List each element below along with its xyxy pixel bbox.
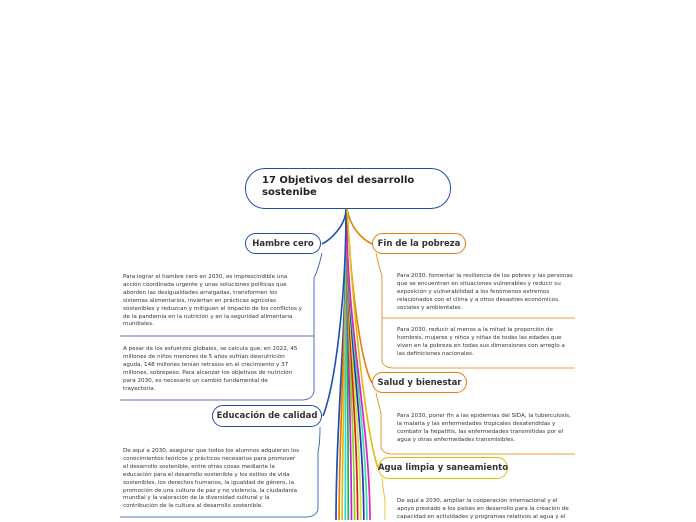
connector-agua-notes xyxy=(382,478,385,520)
note-line: la malaria y las enfermedades tropicales desatendidas y xyxy=(397,420,556,427)
topic-educacion-label: Educación de calidad xyxy=(216,411,318,421)
note-line: sociales y ambientales. xyxy=(397,304,463,311)
note-line: apoyo prestado a los países en desarrollo para la creación de xyxy=(397,505,569,512)
note-hambre-1 xyxy=(123,274,313,329)
note-line: promoción de una cultura de paz y no violencia, la ciudadanía xyxy=(123,487,298,494)
note-line: el desarrollo sostenible, entre otras cosas mediante la xyxy=(123,463,275,470)
note-line: agua y otras enfermedades transmisibles. xyxy=(397,436,516,443)
topic-agua-limpia[interactable] xyxy=(378,457,508,479)
note-line: de la pandemia en la nutrición y en la seguridad alimentaria xyxy=(123,313,293,320)
topic-fin-de-la-pobreza[interactable] xyxy=(372,233,466,254)
central-title-line-2: sostenibe xyxy=(262,187,317,198)
topic-agua-label: Agua limpia y saneamiento xyxy=(377,463,509,473)
note-line: combatir la hepatitis, las enfermedades transmitidas por el xyxy=(397,428,564,435)
note-line: aborden las desigualdades arraigadas, transformen los xyxy=(123,289,278,296)
note-line: millones de niños menores de 5 años sufrían desnutrición xyxy=(123,353,285,360)
note-line: millones, sobrepeso. Para alcanzar los objetivos de nutrición xyxy=(123,369,293,376)
note-line: exposición y vulnerabilidad a los fenómenos extremos xyxy=(397,288,550,295)
note-line: Para lograr el hambre cero en 2030, es imprescindible una xyxy=(123,274,288,280)
note-line: para 2030, es necesario un cambio fundamental de xyxy=(123,377,268,384)
topic-hambre-cero[interactable] xyxy=(245,233,321,254)
note-line: sostenibles y reduzcan y mitiguen el impacto de los conflictos y xyxy=(123,305,302,312)
note-line: sostenibles, los derechos humanos, la igualdad de género, la xyxy=(123,479,295,486)
central-title-line-1: 17 Objetivos del desarrollo xyxy=(262,175,415,186)
note-line: capacidad en actividades y programas relativos al agua y el xyxy=(397,513,566,520)
note-line: sistemas alimentarios, inviertan en prácticas agrícolas xyxy=(123,297,276,304)
note-educacion-1 xyxy=(123,448,317,511)
note-line: De aquí a 2030, ampliar la cooperación internacional y el xyxy=(397,498,558,504)
note-line: que se encuentran en situaciones vulnerables y reducir su xyxy=(397,280,561,287)
note-pobreza-1 xyxy=(397,273,582,313)
note-line: trayectoria. xyxy=(123,385,156,392)
note-line: hombres, mujeres y niños y niñas de todas las edades que xyxy=(397,334,562,341)
note-line: las definiciones nacionales. xyxy=(397,350,474,357)
topic-salud-label: Salud y bienestar xyxy=(377,377,462,388)
note-line: educación para el desarrollo sostenible y los estilos de vida xyxy=(123,471,290,478)
note-line: aguda, 148 millones tenían retrasos en el crecimiento y 37 xyxy=(123,361,289,368)
note-pobreza-2 xyxy=(397,327,582,359)
note-hambre-2 xyxy=(123,346,313,393)
note-line: De aquí a 2030, asegurar que todos los alumnos adquieran los xyxy=(123,448,299,454)
note-line: viven en la pobreza en todas sus dimensiones con arreglo a xyxy=(397,342,565,349)
note-line: relacionados con el clima y a otros desastres económicos, xyxy=(397,296,560,303)
connector-hambre xyxy=(322,209,346,244)
central-topic[interactable] xyxy=(245,168,451,209)
note-line: mundial y la valoración de la diversidad cultural y la xyxy=(123,495,270,502)
topic-salud-y-bienestar[interactable] xyxy=(372,372,467,393)
topic-pobreza-label: Fin de la pobreza xyxy=(377,238,461,249)
note-line: conocimientos teóricos y prácticos necesarios para promover xyxy=(123,455,296,462)
connector-pobreza xyxy=(347,209,372,244)
note-agua-1 xyxy=(397,498,582,522)
note-line: mundiales. xyxy=(123,321,154,328)
note-line: contribución de la cultura al desarrollo sostenible. xyxy=(123,503,264,510)
note-line: Para 2030, reducir al menos a la mitad la proporción de xyxy=(397,327,553,333)
note-line: Para 2030, fomentar la resiliencia de los pobres y las personas xyxy=(397,273,573,279)
topic-educacion-de-calidad[interactable] xyxy=(212,405,322,427)
note-line: Para 2030, poner fin a las epidemias del SIDA, la tuberculosis, xyxy=(397,413,571,419)
note-salud-1 xyxy=(397,413,582,445)
note-line: acción coordinada urgente y unas soluciones políticas que xyxy=(123,281,287,288)
note-line: A pesar de los esfuerzos globales, se calcula que, en 2022, 45 xyxy=(123,346,298,352)
topic-hambre-cero-label: Hambre cero xyxy=(252,238,314,249)
